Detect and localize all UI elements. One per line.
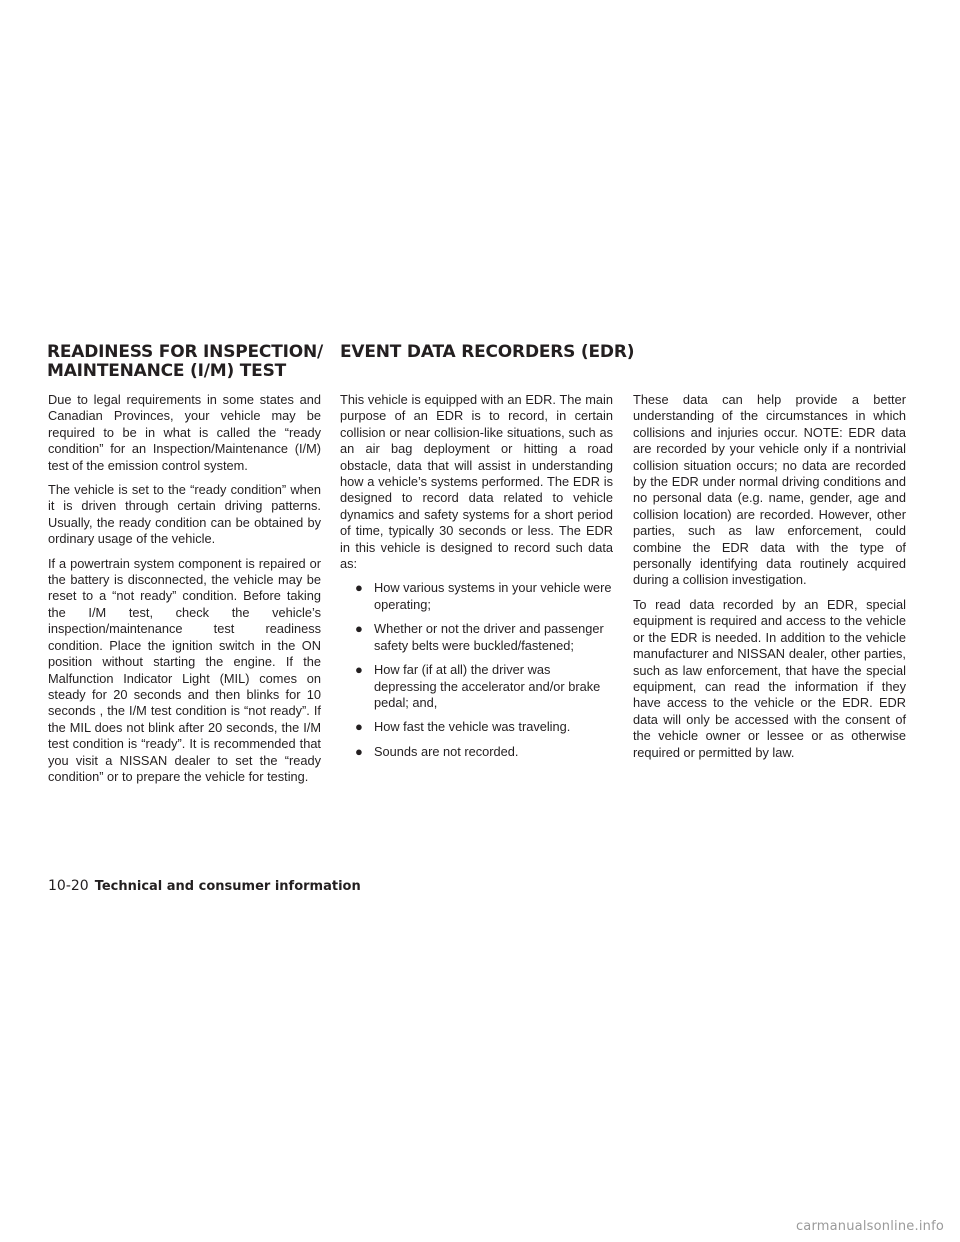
section-heading-im-test [47, 343, 337, 381]
column-edr-intro [340, 392, 613, 768]
column-edr-details [633, 392, 906, 769]
list-item [340, 621, 613, 654]
heading-line-1: READINESS FOR INSPECTION/ [47, 342, 324, 362]
list-item-text: Whether or not the driver and passenger safety belts were buckled/fastened; [374, 621, 604, 653]
paragraph: This vehicle is equipped with an EDR. The main purpose of an EDR is to record, in certain collision or near collision-like situations, such as an air bag deployment or hitting a road obstacle, data that will assist in understanding how a vehicle’s systems performed. The EDR is designed to record data related to vehicle dynamics and safety systems for a short period of time, typically 30 seconds or less. The EDR in this vehicle is designed to record such data as: [340, 392, 613, 572]
list-item-text: Sounds are not recorded. [374, 743, 519, 759]
watermark: carmanualsonline.info [795, 1219, 944, 1234]
bullet-icon: ● [355, 719, 363, 735]
list-item-text: How far (if at all) the driver was depressing the accelerator and/or brake pedal; and, [374, 662, 601, 710]
list-item [340, 662, 613, 711]
list-item [340, 719, 613, 735]
column-im-test [48, 392, 321, 793]
bullet-icon: ● [355, 743, 363, 759]
paragraph: To read data recorded by an EDR, special equipment is required and access to the vehicle or the EDR is needed. In addition to the vehicle manufacturer and NISSAN dealer, other parties, such as law enforcement, that have the special equipment, can read the information if they have access to the vehicle or the EDR. EDR data will only be accessed with the consent of the vehicle owner or lessee or as otherwise required or permitted by law. [633, 596, 906, 760]
bullet-icon: ● [355, 580, 363, 596]
section-title: Technical and consumer information [94, 879, 361, 894]
bullet-icon: ● [355, 662, 363, 678]
list-item [340, 744, 613, 760]
heading-line-2: MAINTENANCE (I/M) TEST [47, 361, 287, 381]
list-item-text: How various systems in your vehicle were operating; [374, 580, 612, 612]
paragraph: If a powertrain system component is repaired or the battery is disconnected, the vehicle may be reset to a “not ready” condition. Before taking the I/M test, check the vehicle’s inspection/maintenance test readiness condition. Place the ignition switch in the ON position without starting the engine. If the Malfunction Indicator Light (MIL) comes on steady for 20 seconds and then blinks for 10 seconds , the I/M test condition is “not ready”. If the MIL does not blink after 20 seconds, the I/M test condition is “ready”. It is recommended that you visit a NISSAN dealer to set the “ready condition” or to prepare the vehicle for testing. [48, 555, 321, 784]
list-item-text: How fast the vehicle was traveling. [374, 719, 571, 735]
paragraph: These data can help provide a better understanding of the circumstances in which collisions and injuries occur. NOTE: EDR data are recorded by your vehicle only if a nontrivial collision situation occurs; no data are recorded by the EDR under normal driving conditions and no personal data (e.g. name, gender, age and collision location) are recorded. However, other parties, such as law enforcement, could combine the EDR data with the type of personally identifying data routinely acquired during a collision investigation. [633, 392, 906, 588]
page-footer [48, 877, 361, 896]
list-item [340, 580, 613, 613]
edr-data-list [340, 580, 613, 760]
section-heading-edr: EVENT DATA RECORDERS (EDR) [340, 342, 635, 362]
page-number: 10-20 [48, 878, 89, 894]
paragraph: Due to legal requirements in some states and Canadian Provinces, your vehicle may be required to be in what is called the “ready condition” for an Inspection/Maintenance (I/M) test of the emission control system. [48, 392, 321, 473]
bullet-icon: ● [355, 621, 363, 637]
paragraph: The vehicle is set to the “ready condition” when it is driven through certain driving patterns. Usually, the ready condition can be obtained by ordinary usage of the vehicle. [48, 482, 321, 547]
